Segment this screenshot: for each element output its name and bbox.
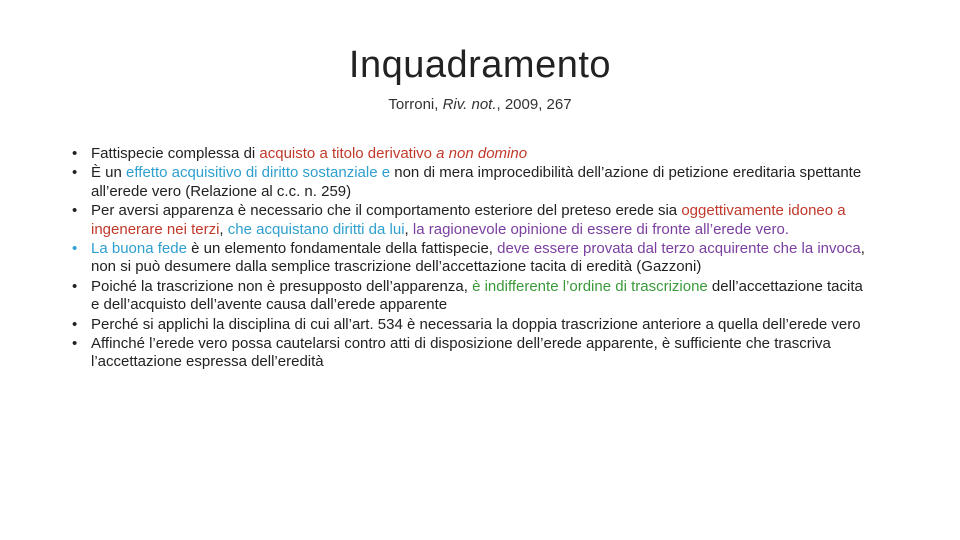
highlight-red: oggettivamente idoneo a ingenerare nei terzi <box>91 202 846 238</box>
bullet-item <box>72 278 872 315</box>
highlight-red: acquisto a titolo derivativo <box>259 145 437 162</box>
bullet-glyph: • <box>72 164 78 182</box>
slide-subtitle <box>0 96 960 113</box>
subtitle-rest: , 2009, 267 <box>496 96 572 113</box>
highlight-purple: deve essere provata dal terzo acquirente che la invoca <box>497 240 861 258</box>
highlight-red-italic: a non domino <box>436 145 528 162</box>
highlight-blue: effetto acquisitivo di diritto sostanziale e <box>126 164 391 182</box>
bullet-glyph: • <box>72 145 78 162</box>
bullet-item <box>72 145 872 163</box>
bullet-text: è un elemento fondamentale della fattispecie, <box>186 240 498 258</box>
bullet-text: Poiché la trascrizione non è presupposto dell’apparenza, <box>91 277 473 295</box>
bullet-text: , <box>404 220 413 238</box>
subtitle-author: Torroni, <box>388 96 443 113</box>
bullet-list <box>72 145 872 373</box>
bullet-glyph: • <box>72 315 78 333</box>
bullet-glyph: • <box>72 335 78 353</box>
subtitle-journal: Riv. not. <box>442 96 497 113</box>
bullet-text: Fattispecie complessa di <box>91 145 260 162</box>
bullet-text: Per aversi apparenza è necessario che il comportamento esteriore del preteso erede sia <box>91 202 682 220</box>
bullet-text: dell’accettazione tacita e dell’acquisto dell’avente causa dall’erede apparente <box>91 277 863 314</box>
bullet-glyph: • <box>72 202 78 220</box>
bullet-text: Perché si applichi la disciplina di cui all’art. 534 è necessaria la doppia trascrizione anteriore a quella dell’erede vero <box>91 315 861 333</box>
bullet-text: , non si può desumere dalla semplice trascrizione dell’accettazione tacita di eredità (Gazzoni) <box>91 240 865 276</box>
bullet-item <box>72 164 872 201</box>
bullet-item <box>72 202 872 239</box>
bullet-text: Affinché l’erede vero possa cautelarsi contro atti di disposizione dell’erede apparente, è sufficiente che trascriva l’accettazione espressa dell’eredità <box>91 335 831 371</box>
bullet-item <box>72 316 872 334</box>
highlight-blue: La buona fede <box>91 240 187 258</box>
slide-title: Inquadramento <box>348 44 612 86</box>
bullet-glyph: • <box>72 240 78 258</box>
highlight-blue: che acquistano diritti da lui <box>227 220 405 238</box>
highlight-green: è indifferente l’ordine di trascrizione <box>472 277 708 295</box>
bullet-glyph: • <box>72 277 78 295</box>
bullet-item <box>72 335 872 372</box>
bullet-item <box>72 240 872 277</box>
bullet-text: non di mera improcedibilità dell’azione di petizione ereditaria spettante all’erede vero (Relazione al c.c. n. 259) <box>91 164 862 200</box>
highlight-purple: la ragionevole opinione di essere di fronte all’erede vero. <box>412 220 789 238</box>
bullet-text: , <box>219 220 228 238</box>
bullet-text: È un <box>91 164 127 182</box>
